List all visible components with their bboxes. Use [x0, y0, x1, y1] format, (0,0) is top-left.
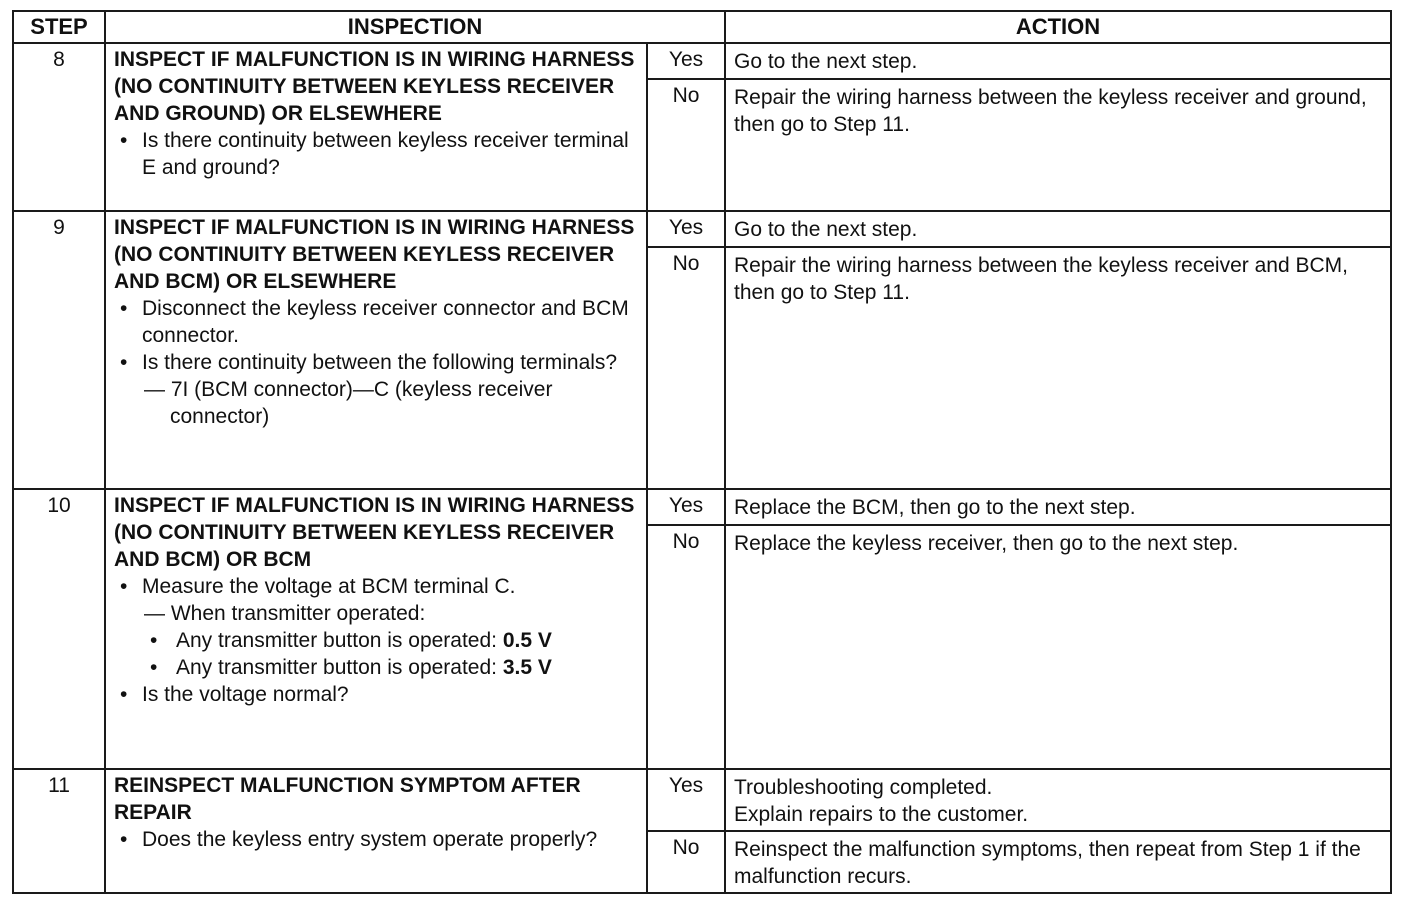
yes-action-line: Explain repairs to the customer. — [734, 803, 1029, 826]
sub-bullet-text: Any transmitter button is operated: — [176, 656, 503, 679]
inspection-title: INSPECT IF MALFUNCTION IS IN WIRING HARNESS (NO CONTINUITY BETWEEN KEYLESS RECEIVER AND GROUND) OR ELSEWHERE — [114, 48, 635, 125]
sub-bullet-text: Any transmitter button is operated: — [176, 629, 503, 652]
inspection-bullet: • Does the keyless entry system operate properly? — [142, 826, 638, 853]
step-9-yes-row — [13, 211, 1391, 247]
yes-label: Yes — [647, 43, 725, 79]
yes-label: Yes — [647, 211, 725, 247]
inspection-bullet: • Measure the voltage at BCM terminal C. — [142, 573, 638, 600]
step-header: STEP — [13, 11, 105, 43]
yes-action: Replace the BCM, then go to the next step. — [725, 489, 1391, 525]
inspection-title: INSPECT IF MALFUNCTION IS IN WIRING HARNESS (NO CONTINUITY BETWEEN KEYLESS RECEIVER AND BCM) OR ELSEWHERE — [114, 216, 635, 293]
inspection-header: INSPECTION — [105, 11, 725, 43]
inspection-cell — [105, 211, 647, 489]
step-number: 11 — [13, 769, 105, 893]
inspection-bullet: • Is the voltage normal? — [142, 681, 638, 708]
troubleshooting-table — [12, 10, 1392, 894]
yes-label: Yes — [647, 769, 725, 831]
no-label: No — [647, 247, 725, 489]
no-action: Replace the keyless receiver, then go to the next step. — [725, 525, 1391, 769]
inspection-bullet: • Disconnect the keyless receiver connector and BCM connector. — [142, 295, 638, 349]
inspection-cell — [105, 769, 647, 893]
inspection-bullet: • Is there continuity between keyless receiver terminal E and ground? — [142, 127, 638, 181]
no-label: No — [647, 831, 725, 893]
inspection-title: REINSPECT MALFUNCTION SYMPTOM AFTER REPAIR — [114, 774, 581, 824]
action-header: ACTION — [725, 11, 1391, 43]
yes-action — [725, 769, 1391, 831]
no-action: Repair the wiring harness between the keyless receiver and ground, then go to Step 11. — [725, 79, 1391, 211]
yes-action: Go to the next step. — [725, 43, 1391, 79]
step-number: 8 — [13, 43, 105, 211]
inspection-cell — [105, 489, 647, 769]
no-label: No — [647, 79, 725, 211]
inspection-dash-item: — When transmitter operated: — [144, 602, 426, 625]
no-action: Reinspect the malfunction symptoms, then repeat from Step 1 if the malfunction recurs. — [725, 831, 1391, 893]
yes-action-line: Troubleshooting completed. — [734, 776, 993, 799]
inspection-cell — [105, 43, 647, 211]
step-number: 9 — [13, 211, 105, 489]
voltage-value: 0.5 V — [502, 629, 552, 652]
voltage-value: 3.5 V — [502, 656, 552, 679]
step-10-yes-row — [13, 489, 1391, 525]
step-11-yes-row — [13, 769, 1391, 831]
no-action: Repair the wiring harness between the keyless receiver and BCM, then go to Step 11. — [725, 247, 1391, 489]
header-row — [13, 11, 1391, 43]
no-label: No — [647, 525, 725, 769]
step-number: 10 — [13, 489, 105, 769]
yes-label: Yes — [647, 489, 725, 525]
inspection-bullet: • Is there continuity between the following terminals? — [142, 349, 638, 376]
step-8-yes-row — [13, 43, 1391, 79]
inspection-title: INSPECT IF MALFUNCTION IS IN WIRING HARNESS (NO CONTINUITY BETWEEN KEYLESS RECEIVER AND BCM) OR BCM — [114, 494, 635, 571]
inspection-dash-item: — 7I (BCM connector)—C (keyless receiver connector) — [144, 378, 553, 428]
troubleshooting-page — [12, 10, 1390, 905]
inspection-sub-bullet — [176, 627, 638, 654]
inspection-sub-bullet — [176, 654, 638, 681]
yes-action: Go to the next step. — [725, 211, 1391, 247]
